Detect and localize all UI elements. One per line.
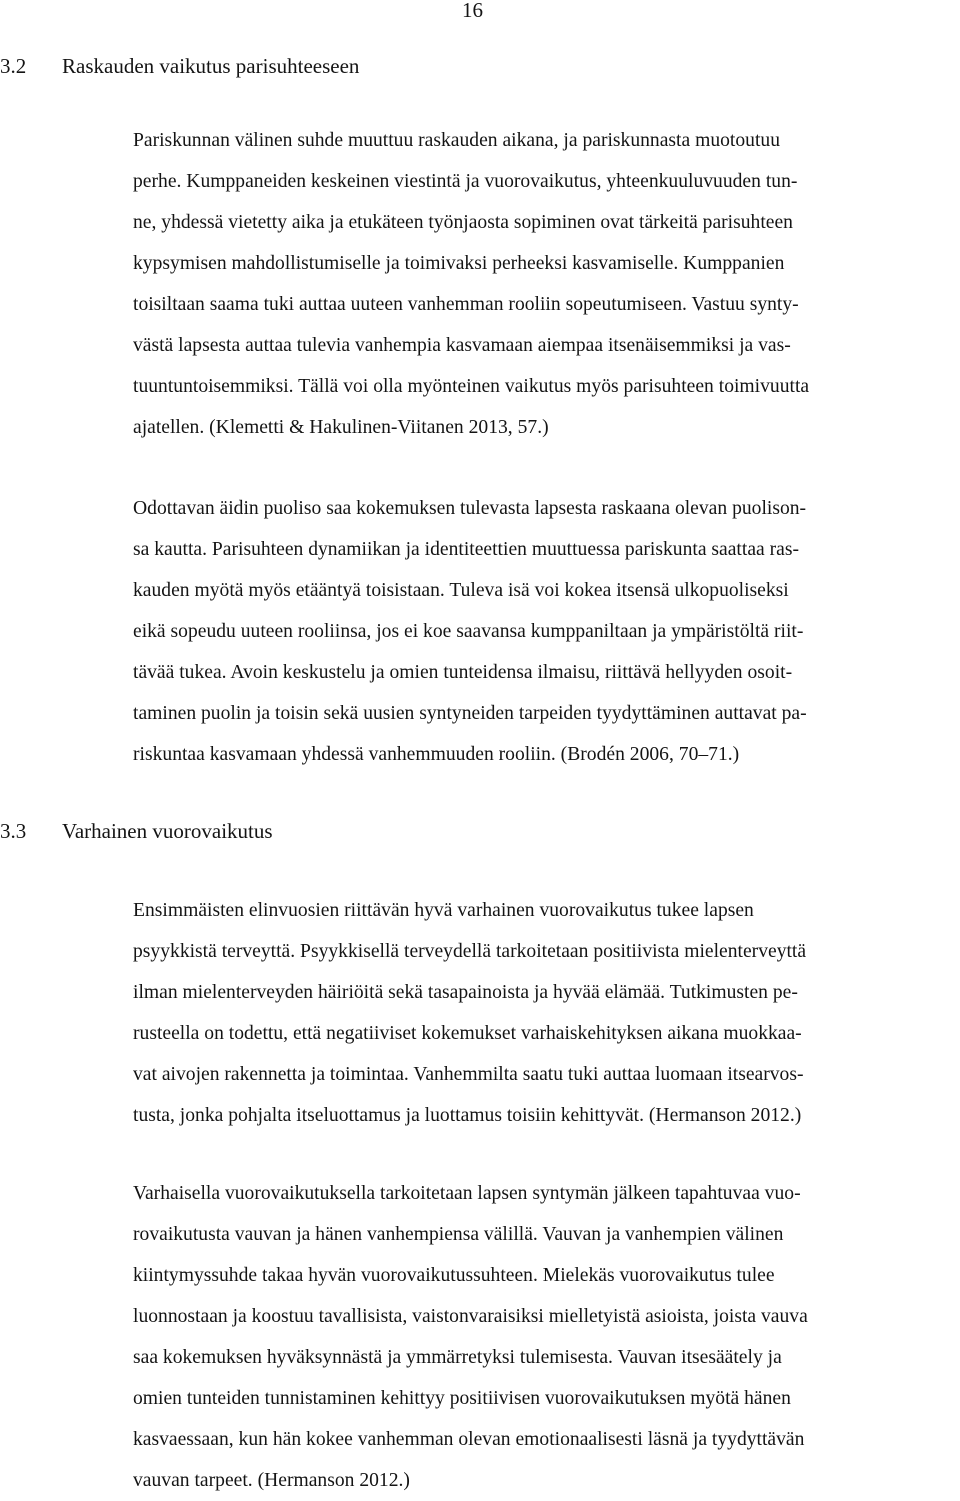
text-line: Odottavan äidin puoliso saa kokemuksen tulevasta lapsesta raskaana olevan puolison- bbox=[133, 498, 807, 519]
text-line: riskuntaa kasvamaan yhdessä vanhemmuuden rooliin. (Brodén 2006, 70–71.) bbox=[133, 744, 740, 765]
text-line: ajatellen. (Klemetti & Hakulinen-Viitanen 2013, 57.) bbox=[133, 417, 549, 438]
text-line: Ensimmäisten elinvuosien riittävän hyvä varhainen vuorovaikutus tukee lapsen bbox=[133, 900, 754, 921]
text-line: sa kautta. Parisuhteen dynamiikan ja identiteettien muuttuessa pariskunta saattaa ras- bbox=[133, 539, 799, 560]
section-heading-3-2 bbox=[0, 50, 359, 82]
text-line: omien tunteiden tunnistaminen kehittyy positiivisen vuorovaikutuksen myötä hänen bbox=[133, 1388, 791, 1409]
text-line: ne, yhdessä vietetty aika ja etukäteen työnjaosta sopiminen ovat tärkeitä parisuhteen bbox=[133, 212, 793, 233]
text-line: kiintymyssuhde takaa hyvän vuorovaikutussuhteen. Mielekäs vuorovaikutus tulee bbox=[133, 1265, 775, 1286]
text-line: vauvan tarpeet. (Hermanson 2012.) bbox=[133, 1470, 410, 1491]
text-line: kauden myötä myös etääntyä toisistaan. Tuleva isä voi kokea itsensä ulkopuoliseksi bbox=[133, 580, 789, 601]
paragraph bbox=[133, 488, 953, 775]
text-line: Pariskunnan välinen suhde muuttuu raskauden aikana, ja pariskunnasta muotoutuu bbox=[133, 130, 780, 151]
text-line: rovaikutusta vauvan ja hänen vanhempiensa välillä. Vauvan ja vanhempien välinen bbox=[133, 1224, 784, 1245]
page-number: 16 bbox=[462, 0, 483, 22]
section-heading-3-3 bbox=[0, 815, 273, 847]
text-line: luonnostaan ja koostuu tavallisista, vaistonvaraisiksi mielletyistä asioista, joista vauva bbox=[133, 1306, 808, 1327]
text-line: Varhaisella vuorovaikutuksella tarkoitetaan lapsen syntymän jälkeen tapahtuvaa vuo- bbox=[133, 1183, 801, 1204]
text-line: saa kokemuksen hyväksynnästä ja ymmärretyksi tulemisesta. Vauvan itsesäätely ja bbox=[133, 1347, 782, 1368]
section-number: 3.2 bbox=[0, 54, 27, 78]
text-line: tävää tukea. Avoin keskustelu ja omien tunteidensa ilmaisu, riittävä hellyyden osoit- bbox=[133, 662, 793, 683]
text-line: eikä sopeudu uuteen rooliinsa, jos ei koe saavansa kumppaniltaan ja ympäristöltä riit- bbox=[133, 621, 804, 642]
text-line: kasvaessaan, kun hän kokee vanhemman olevan emotionaalisesti läsnä ja tyydyttävän bbox=[133, 1429, 805, 1450]
text-line: västä lapsesta auttaa tulevia vanhempia kasvamaan aiempaa itsenäisemmiksi ja vas- bbox=[133, 335, 791, 356]
paragraph bbox=[133, 120, 953, 448]
text-line: kypsymisen mahdollistumiselle ja toimivaksi perheeksi kasvamiselle. Kumppanien bbox=[133, 253, 785, 274]
text-line: tuuntuntoisemmiksi. Tällä voi olla myönteinen vaikutus myös parisuhteen toimivuutta bbox=[133, 376, 810, 397]
paragraph bbox=[133, 1173, 953, 1501]
section-title: Raskauden vaikutus parisuhteeseen bbox=[62, 54, 360, 78]
text-line: rusteella on todettu, että negatiiviset kokemukset varhaiskehityksen aikana muokkaa- bbox=[133, 1023, 802, 1044]
text-line: toisiltaan saama tuki auttaa uuteen vanhemman rooliin sopeutumiseen. Vastuu synty- bbox=[133, 294, 799, 315]
text-line: ilman mielenterveyden häiriöitä sekä tasapainoista ja hyvää elämää. Tutkimusten pe- bbox=[133, 982, 798, 1003]
paragraph bbox=[133, 890, 953, 1136]
text-line: perhe. Kumppaneiden keskeinen viestintä ja vuorovaikutus, yhteenkuuluvuuden tun- bbox=[133, 171, 798, 192]
text-line: vat aivojen rakennetta ja toimintaa. Vanhemmilta saatu tuki auttaa luomaan itsearvos- bbox=[133, 1064, 804, 1085]
text-line: taminen puolin ja toisin sekä uusien syntyneiden tarpeiden tyydyttäminen auttavat pa- bbox=[133, 703, 807, 724]
text-line: tusta, jonka pohjalta itseluottamus ja luottamus toisiin kehittyvät. (Hermanson 2012.) bbox=[133, 1105, 802, 1126]
text-line: psyykkistä terveyttä. Psyykkisellä terveydellä tarkoitetaan positiivista mielenterveyttä bbox=[133, 941, 807, 962]
section-title: Varhainen vuorovaikutus bbox=[62, 819, 273, 843]
section-number: 3.3 bbox=[0, 819, 27, 843]
